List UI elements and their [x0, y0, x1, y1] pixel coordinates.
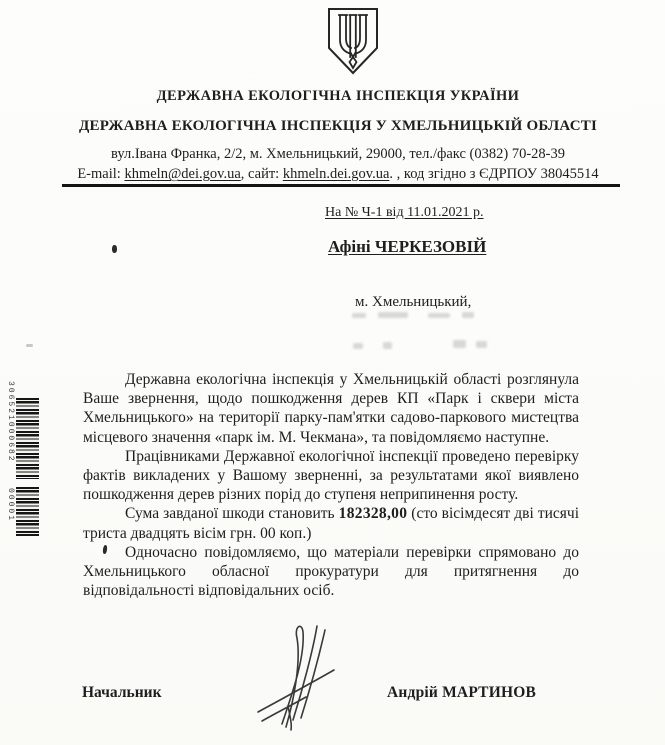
- org-name-national: ДЕРЖАВНА ЕКОЛОГІЧНА ІНСПЕКЦІЯ УКРАЇНИ: [156, 88, 520, 104]
- header-divider-rule: [62, 184, 620, 187]
- redacted-address-line: [453, 340, 466, 348]
- damage-sum-intro: Сума завданої шкоди становить: [125, 505, 339, 523]
- damage-sum-amount: 182328,00: [338, 505, 408, 523]
- signer-position-title: Начальник: [82, 684, 162, 701]
- org-address-line: вул.Івана Франка, 2/2, м. Хмельницький, 29000, тел./факс (0382) 70-28-39: [111, 146, 565, 162]
- barcode-digits-group2: 00001: [6, 488, 15, 523]
- redacted-address-line: [428, 313, 450, 318]
- body-paragraph-3: [83, 504, 579, 542]
- org-name-regional: ДЕРЖАВНА ЕКОЛОГІЧНА ІНСПЕКЦІЯ У ХМЕЛЬНИЦЬКІЙ ОБЛАСТІ: [78, 118, 597, 134]
- site-link: khmeln.dei.gov.ua: [282, 166, 390, 182]
- body-paragraph-2: Працівниками Державної екологічної інспекції проведено перевірку фактів викладених у Вашому зверненні, за результатами якої виявлено пошкодження дерев різних порід до ступеня неприпинення росту.: [83, 447, 579, 504]
- letter-body: [83, 370, 579, 600]
- recipient-name: Афіні ЧЕРКЕЗОВІЙ: [328, 237, 487, 256]
- barcode-bars-group1: [16, 398, 39, 479]
- recipient-city: м. Хмельницький,: [355, 294, 472, 310]
- reference-number-line: На № Ч-1 від 11.01.2021 р.: [325, 205, 484, 220]
- redacted-address-line: [462, 312, 474, 318]
- ukraine-trident-emblem-icon: [326, 7, 380, 75]
- scan-speck: [26, 344, 33, 347]
- redacted-address-line: [383, 342, 392, 349]
- body-paragraph-4: Одночасно повідомляємо, що матеріали перевірки спрямовано до Хмельницького обласної прокуратури для притягнення до відповідальності відповідальних осіб.: [83, 543, 579, 600]
- ink-blot: [112, 245, 117, 253]
- body-paragraph-1: Державна екологічна інспекція у Хмельницькій області розглянула Ваше звернення, щодо пошкодження дерев КП «Парк і сквери міста Хмельницького» на території парку-пам'ятки садово-паркового мистецтва місцевого значення «парк ім. М. Чекмана», та повідомляємо наступне.: [83, 371, 579, 446]
- signer-name: Андрій МАРТИНОВ: [387, 684, 537, 701]
- email-link: khmeln@dei.gov.ua: [124, 166, 241, 182]
- handwritten-signature: [248, 620, 340, 732]
- site-label: , сайт:: [240, 166, 283, 182]
- barcode-bars-group2: [16, 487, 39, 536]
- redacted-address-line: [476, 341, 487, 348]
- redacted-address-line: [353, 343, 363, 349]
- redacted-address-line: [352, 313, 366, 318]
- redacted-address-line: [378, 312, 408, 318]
- barcode-digits-group1: 306521000682: [6, 381, 15, 463]
- edrpou-code: . , код згідно з ЄДРПОУ 38045514: [389, 166, 599, 182]
- email-label: E-mail:: [77, 166, 125, 182]
- org-contact-line: [58, 166, 618, 183]
- damage-sum-words: (сто вісімдесят дві тисячі триста двадцять вісім грн. 00 коп.): [83, 505, 579, 542]
